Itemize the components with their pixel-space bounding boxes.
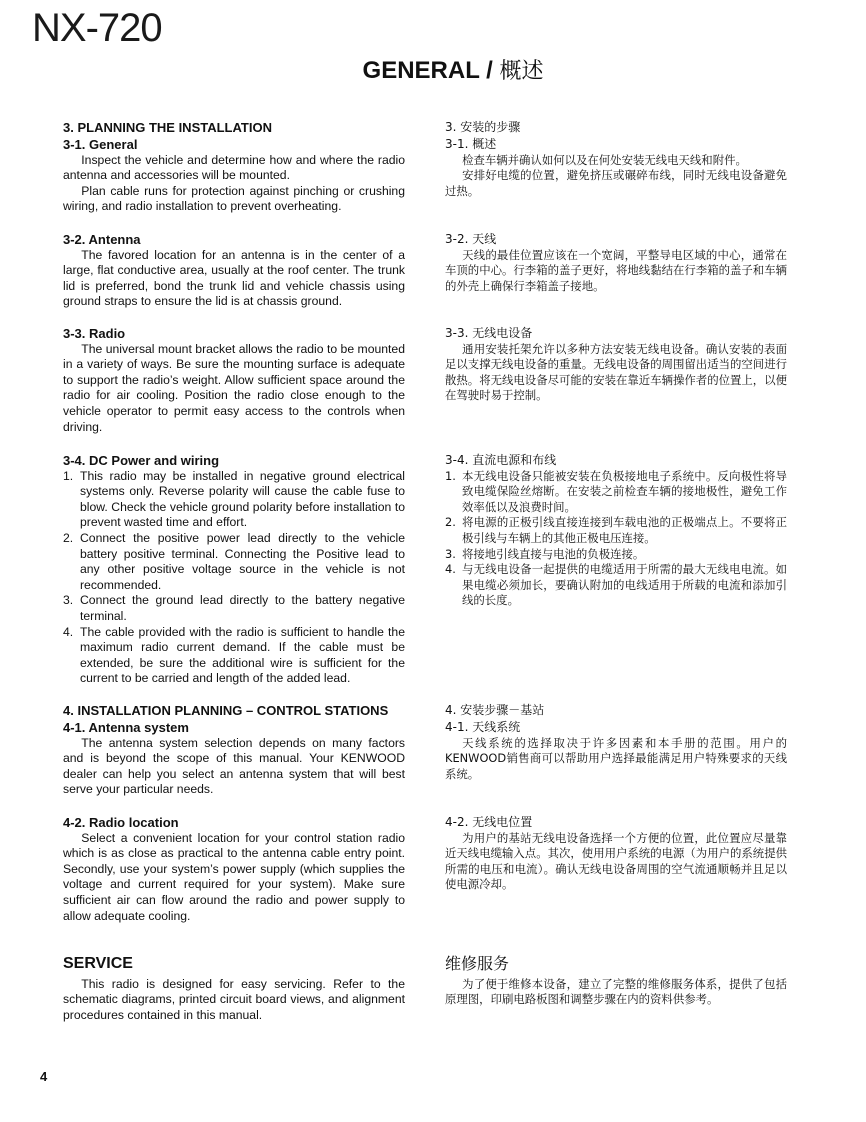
cn-paragraph: 为用户的基站无线电设备选择一个方便的位置，此位置应尽量靠近天线电缆输入点。其次，使用用户系统的电源（为用户的系统提供所需的电压和电流）。确认无线电设备周围的空气流通顺畅并且足以使电源冷却。: [445, 830, 787, 892]
page-number: 4: [40, 1069, 48, 1084]
list-item: 4. 与无线电设备一起提供的电缆适用于所需的最大无线电电流。如果电缆必须加长，要确认附加的电线适用于所载的电流和添加引线的长度。: [445, 562, 787, 608]
cn-paragraph: 安排好电缆的位置，避免挤压或碾碎布线，同时无线电设备避免过热。: [445, 168, 787, 198]
en-paragraph: Plan cable runs for protection against pinching or crushing wiring, and radio installation to prevent overheating.: [63, 183, 405, 214]
cn-paragraph: 检查车辆并确认如何以及在何处安装无线电天线和附件。: [462, 152, 747, 167]
en-list: [63, 469, 405, 687]
cn-heading: 4-2. 无线电位置: [445, 815, 533, 829]
en-section-4: [63, 703, 405, 719]
cn-section-4-2: [445, 815, 787, 893]
list-item: 2. 将电源的正极引线直接连接到车载电池的正极端点上。不要将正极引线与车辆上的其他正极电压连接。: [445, 515, 787, 545]
en-paragraph: The antenna system selection depends on many factors and is beyond the scope of this manual. Your KENWOOD dealer can help you select an antenna system that will best serve your particular needs.: [63, 735, 405, 797]
cn-heading: 维修服务: [445, 954, 510, 973]
en-heading: SERVICE: [63, 955, 133, 972]
cn-section-4: [445, 703, 787, 719]
cn-paragraph: 为了便于维修本设备，建立了完整的维修服务体系，提供了包括原理图，印刷电路板图和调整步骤在内的资料供参考。: [445, 976, 787, 1007]
title-cn: 概述: [499, 59, 544, 84]
list-item: 4. The cable provided with the radio is sufficient to handle the maximum radio current demand. If the cable must be extended, be sure the additional wire is sufficient for the current to be carried and length of the added lead.: [63, 624, 405, 686]
cn-section-4-1: [445, 720, 787, 782]
model-name: NX-720: [32, 6, 162, 50]
en-heading: 3-1. General: [63, 137, 138, 152]
en-section-3-1: [63, 137, 405, 215]
en-heading: 3-4. DC Power and wiring: [63, 453, 220, 468]
en-heading: 3-2. Antenna: [63, 232, 141, 247]
en-heading: 4. INSTALLATION PLANNING – CONTROL STATIONS: [63, 703, 389, 718]
en-section-4-1: [63, 720, 405, 798]
title-en: GENERAL: [362, 57, 480, 84]
list-item: 3. 将接地引线直接与电池的负极连接。: [445, 546, 645, 561]
cn-section-3-1: [445, 137, 787, 199]
en-section-4-2: [63, 815, 405, 924]
en-heading: 4-2. Radio location: [63, 815, 179, 830]
en-paragraph: The favored location for an antenna is in the center of a large, flat conductive area, usually at the roof center. The trunk lid is preferred, bond the trunk lid and vehicle chassis using ground straps to ensure the lid is at chassis ground.: [63, 247, 405, 309]
en-section-3-2: [63, 232, 405, 310]
cn-section-3-3: [445, 326, 787, 404]
cn-paragraph: 通用安装托架允许以多种方法安装无线电设备。确认安装的表面足以支撑无线电设备的重量。无线电设备的周围留出适当的空间进行散热。将无线电设备尽可能的安装在靠近车辆操作者的位置上，以便在驾驶时易于控制。: [445, 341, 787, 403]
en-paragraph: Inspect the vehicle and determine how and where the radio antenna and accessories will be mounted.: [63, 152, 405, 183]
cn-heading: 4-1. 天线系统: [445, 720, 521, 734]
en-heading: 3-3. Radio: [63, 326, 126, 341]
cn-paragraph: 天线系统的选择取决于许多因素和本手册的范围。用户的KENWOOD销售商可以帮助用户选择最能满足用户特殊要求的天线系统。: [445, 735, 787, 781]
list-item: 1. This radio may be installed in negative ground electrical systems only. Reverse polarity will cause the cable fuse to blow. Check the vehicle ground polarity before installation to prevent wasted time and effort.: [63, 468, 405, 530]
en-section-service: [63, 956, 405, 1023]
cn-heading: 3-1. 概述: [445, 137, 497, 151]
en-section-3-4: [63, 453, 405, 687]
cn-heading: 3-3. 无线电设备: [445, 326, 533, 340]
cn-heading: 3-4. 直流电源和布线: [445, 453, 557, 467]
list-item: 1. 本无线电设备只能被安装在负极接地电子系统中。反向极性将导致电缆保险丝熔断。在安装之前检查车辆的接地极性，避免工作效率低以及浪费时间。: [445, 468, 787, 514]
list-item: 3. Connect the ground lead directly to the battery negative terminal.: [63, 593, 405, 623]
en-section-3: [63, 120, 405, 136]
title-separator: /: [479, 57, 500, 84]
en-paragraph: Select a convenient location for your control station radio which is as close as practical to the antenna cable entry point. Secondly, use your system’s power supply (which supplies the voltage and current required for your system). Make sure sufficient air can flow around the radio and power supply to allow adequate cooling.: [63, 830, 405, 923]
cn-list: [445, 469, 787, 609]
cn-section-service: [445, 956, 787, 1008]
list-item: 2. Connect the positive power lead directly to the vehicle battery positive terminal. Connecting the Positive lead to any other positive voltage source in the vehicle is not recommended.: [63, 530, 405, 592]
cn-section-3-2: [445, 232, 787, 294]
cn-heading: 4. 安装步骤－基站: [445, 703, 545, 717]
cn-heading: 3. 安装的步骤: [445, 120, 521, 134]
en-section-3-3: [63, 326, 405, 435]
en-paragraph: The universal mount bracket allows the radio to be mounted in a variety of ways. Be sure the mounting surface is adequate to support the radio’s weight. Allow sufficient space around the radio for air cooling. Position the radio close enough to the vehicle operator to permit easy access to the controls when driving.: [63, 341, 405, 434]
page-title: [0, 54, 866, 85]
en-heading: 3. PLANNING THE INSTALLATION: [63, 120, 272, 135]
cn-heading: 3-2. 天线: [445, 232, 497, 246]
cn-paragraph: 天线的最佳位置应该在一个宽阔，平整导电区域的中心，通常在车顶的中心。行李箱的盖子更好，将地线黏结在行李箱的盖子和车辆的外壳上确保行李箱盖子接地。: [445, 247, 787, 293]
cn-section-3: [445, 120, 787, 136]
en-paragraph: This radio is designed for easy servicing. Refer to the schematic diagrams, printed circuit board views, and alignment procedures contained in this manual.: [63, 976, 405, 1022]
cn-section-3-4: [445, 453, 787, 609]
en-heading: 4-1. Antenna system: [63, 720, 189, 735]
